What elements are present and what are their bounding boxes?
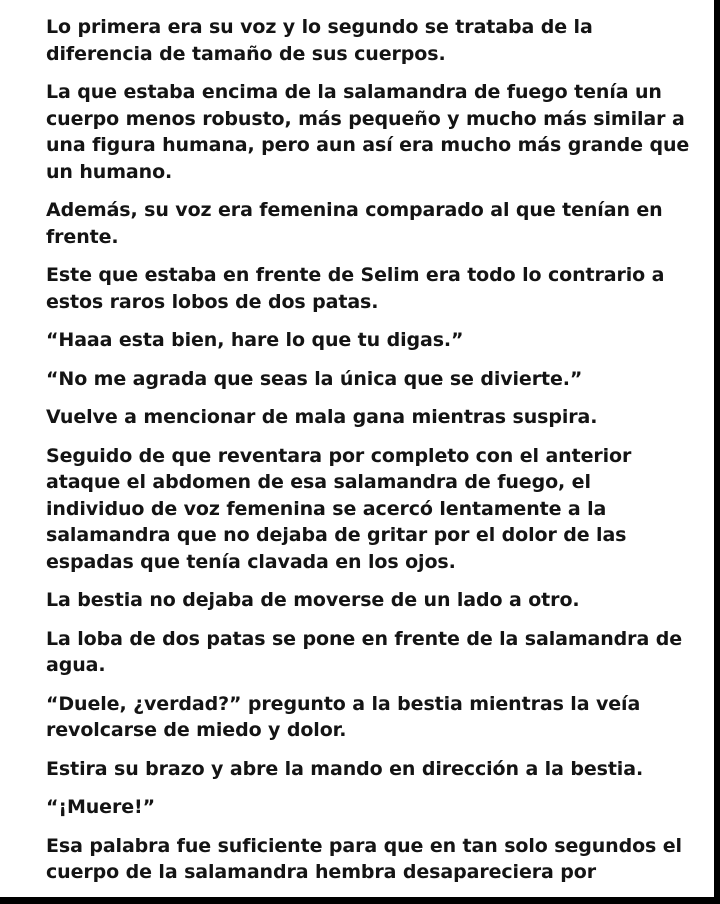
paragraph-6: “No me agrada que seas la única que se divierte.” [46,367,583,390]
paragraph-10: La loba de dos patas se pone en frente de la salamandra de agua. [46,627,682,676]
paragraph-8: Seguido de que reventara por completo con el anterior ataque el abdomen de esa salamandra de fuego, el individuo de voz femenina se acercó lentamente a la salamandra que no dejaba de gritar por el dolor de las espadas que tenía clavada en los ojos. [46,444,632,573]
paragraph-14: Esa palabra fue suficiente para que en tan solo segundos el cuerpo de la salamandra hembra desapareciera por [46,834,682,883]
paragraph-1: Lo primera era su voz y lo segundo se trataba de la diferencia de tamaño de sus cuerpos. [46,16,593,65]
paragraph-5: “Haaa esta bien, hare lo que tu digas.” [46,329,464,351]
paragraph-9: La bestia no dejaba de moverse de un lado a otro. [46,589,580,611]
paragraph-7: Vuelve a mencionar de mala gana mientras suspira. [46,406,598,428]
paragraph-12: Estira su brazo y abre la mando en dirección a la bestia. [46,757,644,780]
paragraph-11: “Duele, ¿verdad?” pregunto a la bestia mientras la veía revolcarse de miedo y dolor. [46,692,641,741]
paragraph-3: Además, su voz era femenina comparado al que tenían en frente. [46,199,663,248]
paragraph-4: Este que estaba en frente de Selim era todo lo contrario a estos raros lobos de dos patas. [46,264,665,313]
paragraph-13: “¡Muere!” [46,796,155,818]
paragraph-2: La que estaba encima de la salamandra de fuego tenía un cuerpo menos robusto, más pequeño y mucho más similar a una figura humana, pero aun así era mucho más grande que un humano. [46,81,690,183]
